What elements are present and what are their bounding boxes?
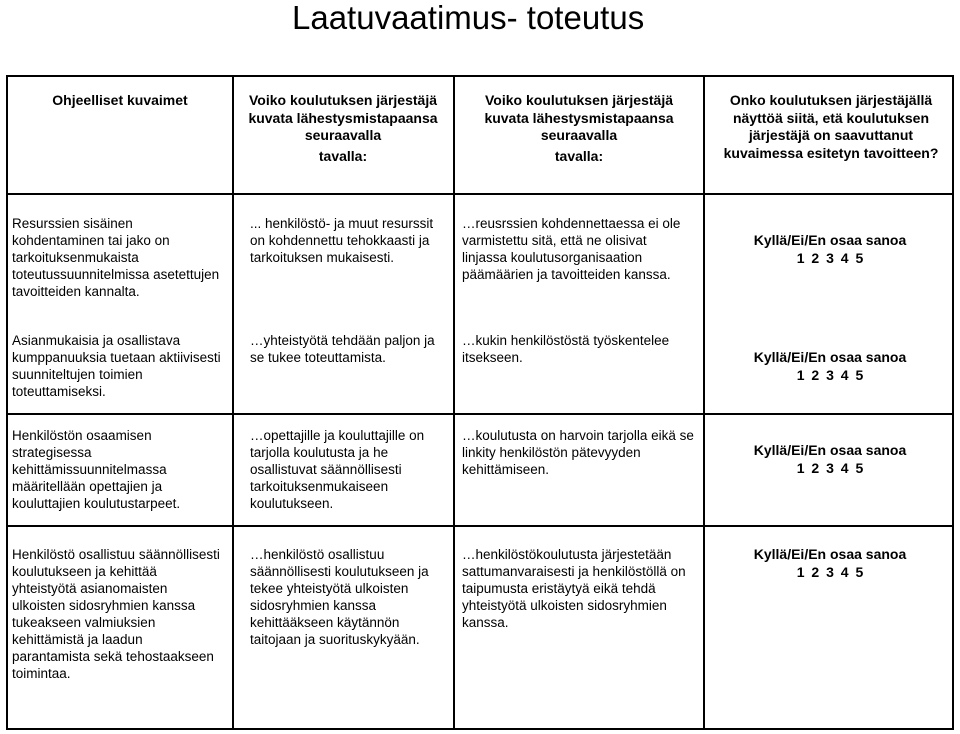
column-divider [453,75,455,730]
row3-positive: …opettajille ja kouluttajille on tarjolla koulutusta ja he osallistuvat säännöllisesti tarkoituksenmukaiseen koulutukseen. [250,428,425,511]
row1-descriptor: Resurssien sisäinen kohdentaminen tai jako on tarkoituksenmukaista toteutussuunnitelmissa asetettujen tavoitteiden kannalta. [12,216,220,299]
quality-table [6,75,954,730]
header-evidence [714,92,948,162]
row-divider [6,413,954,415]
column-divider [703,75,705,730]
header-label: Onko koulutuksen järjestäjällä näyttöä siitä, etä koulutuksen järjestäjä on saavuttanut kuvaimessa esitetyn tavoitteen? [723,92,939,161]
rating-options: Kyllä/Ei/En osaa sanoa [753,546,907,562]
header-approach-negative [462,92,696,165]
row4-positive: …henkilöstö osallistuu säännöllisesti koulutukseen ja tekee yhteistyötä ulkoisten sidosryhmien kanssa kehittääkseen käytännön taitojaan ja suorituskykyään. [250,547,429,647]
header-sublabel: tavalla: [554,147,604,164]
column-divider [232,75,234,730]
row4-descriptor: Henkilöstö osallistuu säännöllisesti koulutukseen ja kehittää yhteistyötä asianomaisten ulkoisten sidosryhmien kanssa tukeakseen valmiuksien kehittämistä ja laadun parantamista sekä tehostaakseen toimintaa. [12,547,220,681]
header-sublabel: tavalla: [318,147,368,164]
row1-positive: ... henkilöstö- ja muut resurssit on kohdennettu tehokkaasti ja tarkoituksen mukaisesti. [250,216,434,265]
page-title: Laatuvaatimus- toteutus [292,0,645,36]
row1-rating [710,232,950,267]
rating-scale: 1 2 3 4 5 [796,249,864,266]
row1-negative: …reusrssien kohdennettaessa ei ole varmistettu sitä, että ne olisivat linjassa koulutusorganisaation päämäärien ja tavoitteiden kanssa. [462,216,681,282]
row2-positive: …yhteistyötä tehdään paljon ja se tukee toteuttamista. [250,333,435,365]
header-approach-positive [246,92,440,165]
rating-scale: 1 2 3 4 5 [796,459,864,476]
header-guidelines [12,92,228,110]
rating-scale: 1 2 3 4 5 [796,366,864,383]
header-label: Voiko koulutuksen järjestäjä kuvata lähestysmistapaansa seuraavalla [248,92,438,143]
row-divider [6,525,954,527]
rating-options: Kyllä/Ei/En osaa sanoa [753,232,907,248]
header-label: Voiko koulutuksen järjestäjä kuvata lähestysmistapaansa seuraavalla [484,92,674,143]
row2-negative: …kukin henkilöstöstä työskentelee itsekseen. [462,333,670,365]
row2-rating [710,349,950,384]
row4-negative: …henkilöstökoulutusta järjestetään sattumanvaraisesti ja henkilöstöllä on taipumusta eristäytyä eikä tehdä yhteistyötä ulkoisten sidosryhmien kanssa. [462,547,686,630]
rating-options: Kyllä/Ei/En osaa sanoa [753,442,907,458]
row3-rating [710,442,950,477]
rating-scale: 1 2 3 4 5 [796,563,864,580]
row2-descriptor: Asianmukaisia ja osallistava kumppanuuksia tuetaan aktiivisesti suunniteltujen toimien toteuttamiseksi. [12,333,221,399]
header-label: Ohjeelliset kuvaimet [52,92,188,108]
row3-negative: …koulutusta on harvoin tarjolla eikä se linkity henkilöstön pätevyyden kehittämiseen. [462,428,694,477]
row4-rating [710,546,950,581]
rating-options: Kyllä/Ei/En osaa sanoa [753,349,907,365]
row-divider [6,193,954,195]
row3-descriptor: Henkilöstön osaamisen strategisessa kehittämissuunnitelmassa määritellään opettajien ja kouluttajien koulutustarpeet. [12,428,181,511]
